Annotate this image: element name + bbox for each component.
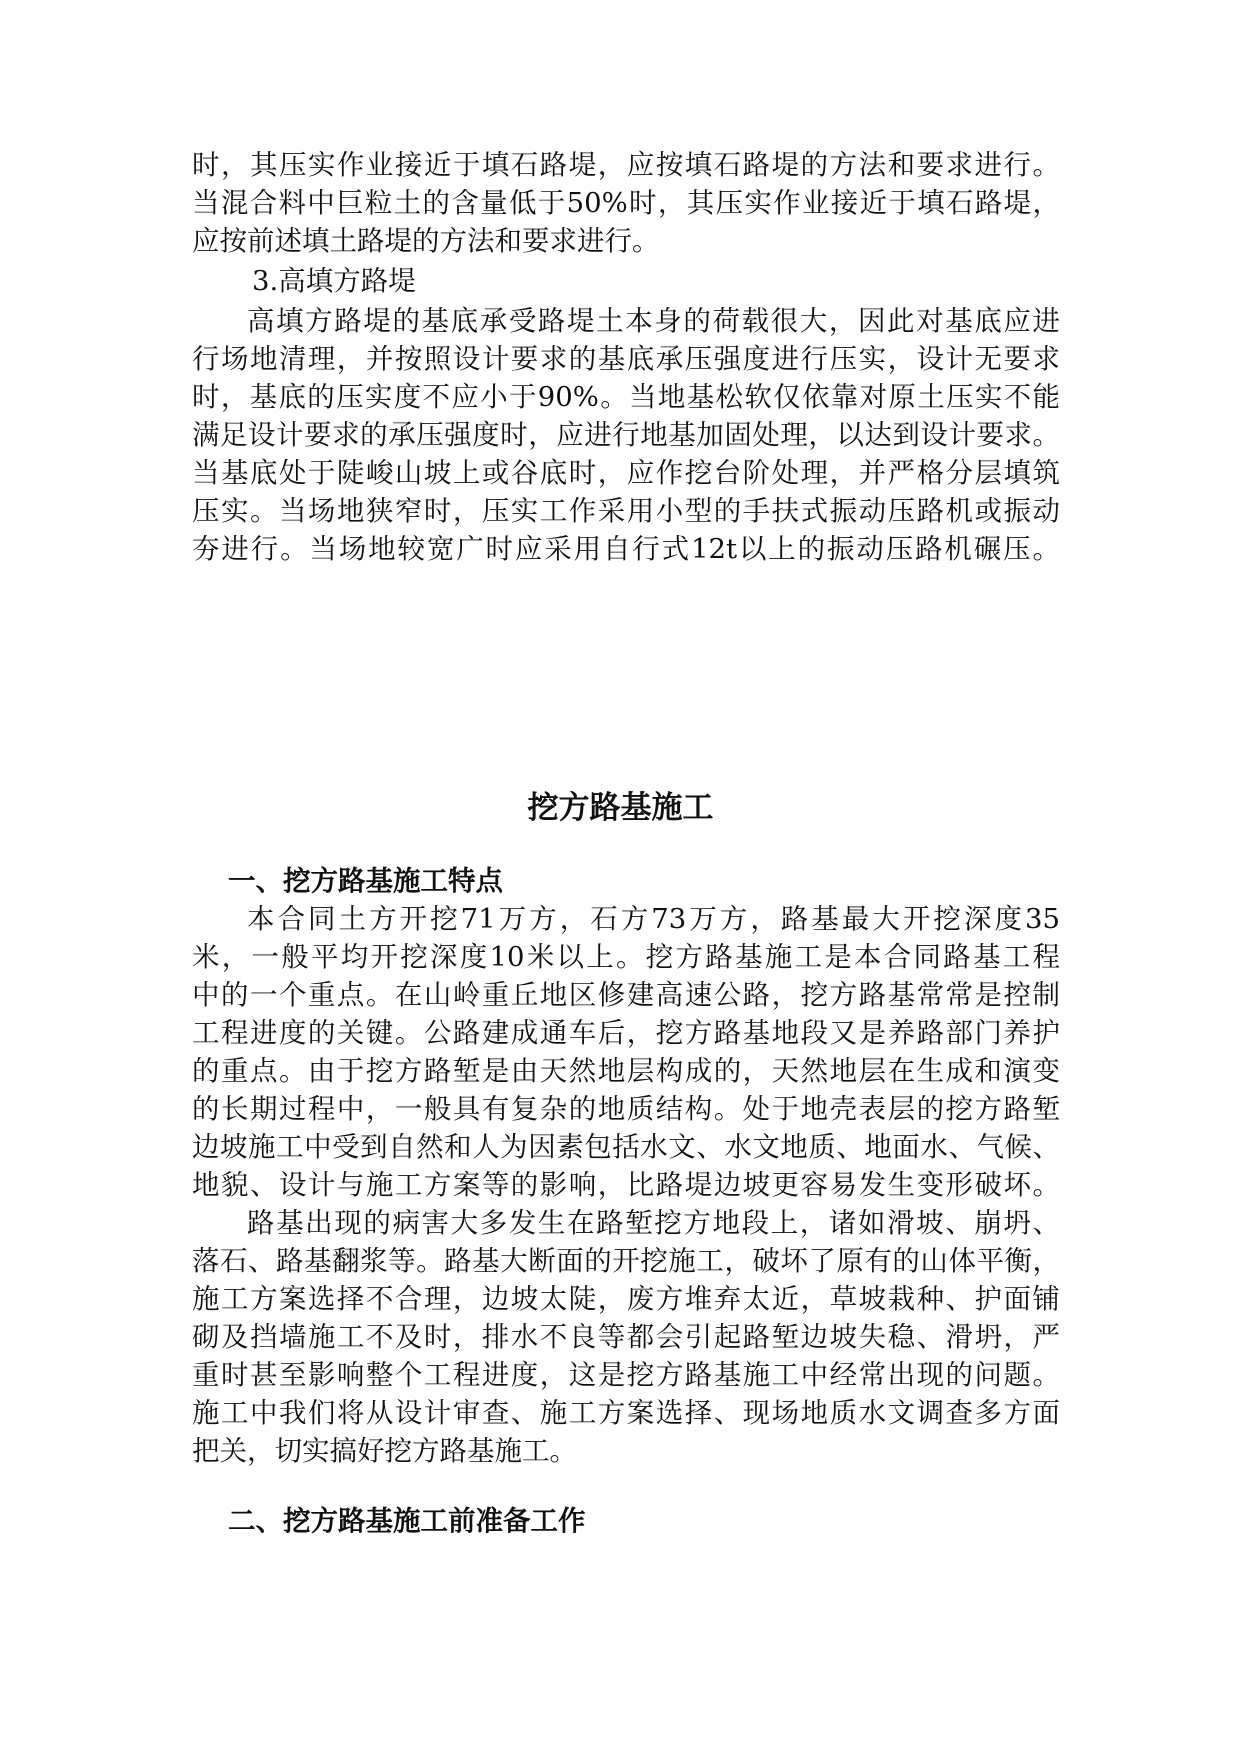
body-text-line: 行场地清理，并按照设计要求的基底承压强度进行压实，设计无要求	[192, 343, 1060, 375]
body-text-line: 施工方案选择不合理，边坡太陡，废方堆弃太近，草坡栽种、护面铺	[192, 1283, 1060, 1315]
body-text-line: 重时甚至影响整个工程进度，这是挖方路基施工中经常出现的问题。	[192, 1359, 1060, 1391]
body-text-line: 当混合料中巨粒土的含量低于50%时，其压实作业接近于填石路堤，	[192, 187, 1060, 219]
body-text-line: 时，基底的压实度不应小于90%。当地基松软仅依靠对原土压实不能	[192, 381, 1060, 413]
section-heading-1: 一、挖方路基施工特点	[228, 865, 503, 897]
body-text-line: 落石、路基翻浆等。路基大断面的开挖施工，破坏了原有的山体平衡，	[192, 1245, 1060, 1277]
body-text-line: 边坡施工中受到自然和人为因素包括水文、水文地质、地面水、气候、	[192, 1131, 1060, 1163]
body-text-line: 夯进行。当场地较宽广时应采用自行式12t以上的振动压路机碾压。	[192, 533, 1060, 565]
body-text-line: 本合同土方开挖71万方，石方73万方，路基最大开挖深度35	[247, 903, 1060, 935]
body-text-line: 压实。当场地狭窄时，压实工作采用小型的手扶式振动压路机或振动	[192, 495, 1060, 527]
body-text-line: 地貌、设计与施工方案等的影响，比路堤边坡更容易发生变形破坏。	[192, 1169, 1060, 1201]
body-text-line: 工程进度的关键。公路建成通车后，挖方路基地段又是养路部门养护	[192, 1017, 1060, 1049]
body-text-line: 的重点。由于挖方路堑是由天然地层构成的，天然地层在生成和演变	[192, 1055, 1060, 1087]
page-title: 挖方路基施工	[527, 790, 714, 826]
section-heading-2: 二、挖方路基施工前准备工作	[228, 1505, 586, 1537]
body-text-line: 时，其压实作业接近于填石路堤，应按填石路堤的方法和要求进行。	[192, 149, 1060, 181]
body-text-line: 砌及挡墙施工不及时，排水不良等都会引起路堑边坡失稳、滑坍，严	[192, 1321, 1060, 1353]
body-text-line: 米，一般平均开挖深度10米以上。挖方路基施工是本合同路基工程	[192, 941, 1060, 973]
body-text-line: 高填方路堤的基底承受路堤土本身的荷载很大，因此对基底应进	[247, 305, 1060, 337]
subheading-high-fill-embankment: 3.高填方路堤	[252, 265, 416, 297]
body-text-line: 中的一个重点。在山岭重丘地区修建高速公路，挖方路基常常是控制	[192, 979, 1060, 1011]
body-text-line: 满足设计要求的承压强度时，应进行地基加固处理，以达到设计要求。	[192, 419, 1060, 451]
body-text-line: 应按前述填土路堤的方法和要求进行。	[192, 225, 660, 257]
body-text-line: 的长期过程中，一般具有复杂的地质结构。处于地壳表层的挖方路堑	[192, 1093, 1060, 1125]
body-text-line: 路基出现的病害大多发生在路堑挖方地段上，诸如滑坡、崩坍、	[247, 1207, 1060, 1239]
body-text-line: 把关，切实搞好挖方路基施工。	[192, 1435, 577, 1467]
body-text-line: 施工中我们将从设计审查、施工方案选择、现场地质水文调查多方面	[192, 1397, 1060, 1429]
body-text-line: 当基底处于陡峻山坡上或谷底时，应作挖台阶处理，并严格分层填筑	[192, 457, 1060, 489]
